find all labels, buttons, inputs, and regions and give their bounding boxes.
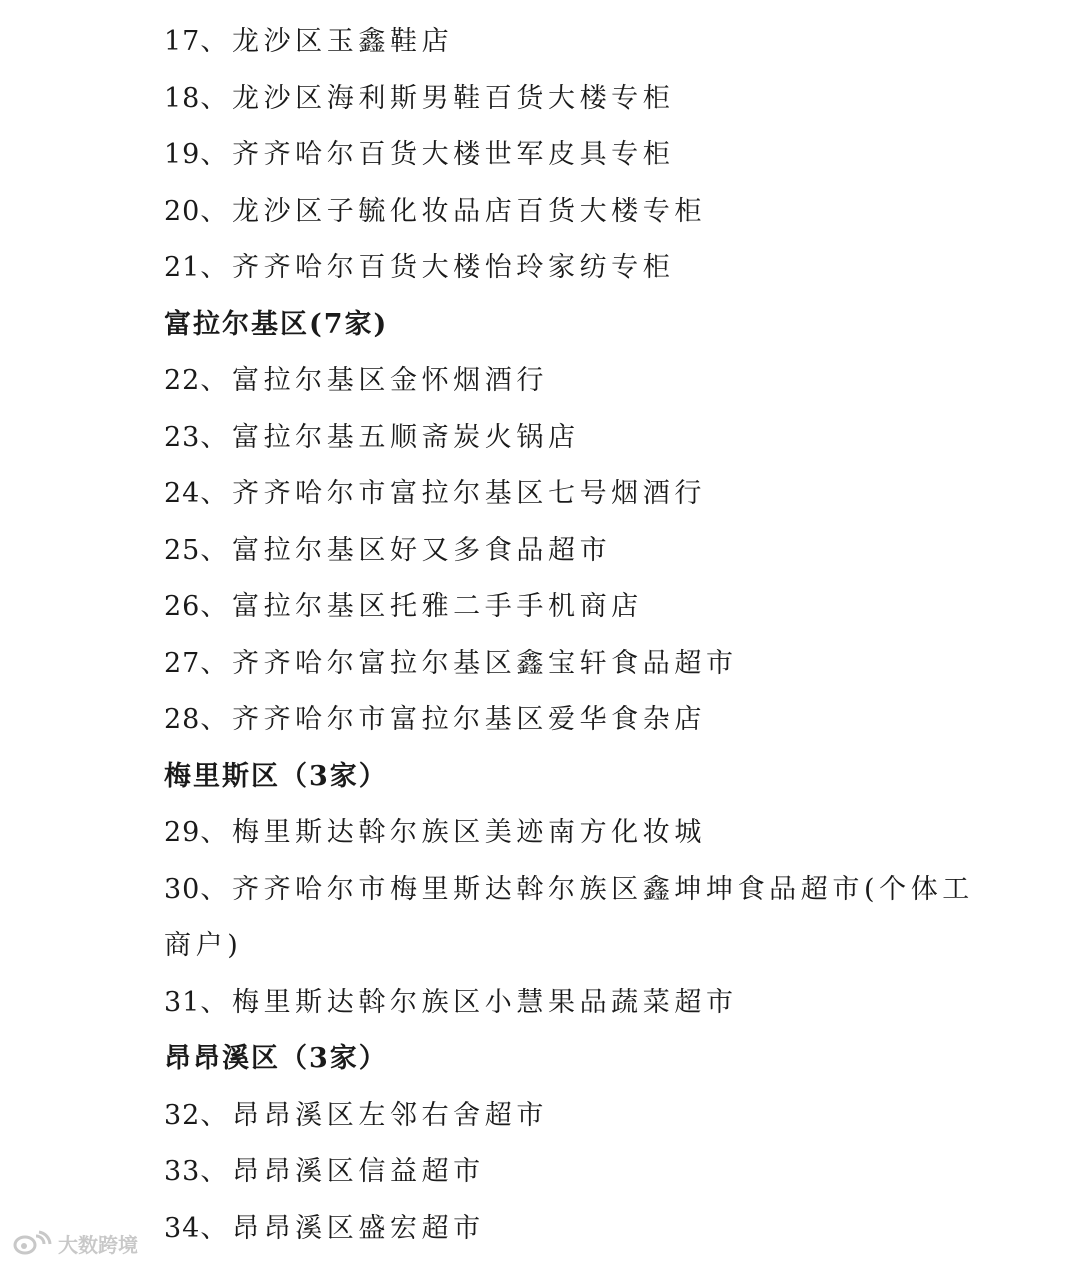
- list-item: [164, 805, 1044, 862]
- list-item: [164, 523, 1044, 580]
- list-item-text: 昂昂溪区左邻右舍超市: [231, 1099, 548, 1131]
- list-item-number: 28: [164, 704, 201, 735]
- list-item-separator: 、: [200, 82, 232, 114]
- list-item-text: 昂昂溪区盛宏超市: [231, 1212, 485, 1244]
- list-item-text: 富拉尔基区好又多食品超市: [231, 534, 612, 566]
- list-item-text: 富拉尔基区托雅二手手机商店: [231, 591, 643, 622]
- list-item-separator: 、: [200, 873, 232, 905]
- list-item-separator: 、: [200, 1212, 232, 1244]
- list-item-separator: 、: [200, 139, 232, 170]
- list-item-number: 34: [164, 1212, 201, 1244]
- list-item-separator: 、: [200, 421, 232, 453]
- list-item-number: 25: [164, 534, 201, 566]
- list-item-text: 齐齐哈尔富拉尔基区鑫宝轩食品超市: [231, 647, 738, 679]
- list-item-number: 27: [164, 647, 201, 679]
- watermark-text: 大数跨境: [58, 1232, 138, 1257]
- list-item-number: 24: [164, 478, 201, 509]
- list-item: [164, 353, 1044, 410]
- list-item-number: 18: [164, 82, 201, 114]
- list-item-separator: 、: [200, 647, 232, 679]
- list-item-text: 齐齐哈尔百货大楼怡玲家纺专柜: [231, 252, 675, 283]
- list-item-separator: 、: [200, 195, 232, 227]
- list-item-number: 21: [164, 252, 201, 283]
- section-heading-text: 昂昂溪区（3家）: [164, 1043, 388, 1074]
- list-item-separator: 、: [200, 252, 232, 283]
- list-item: [164, 636, 1044, 693]
- section-heading: [164, 297, 1044, 354]
- list-item-separator: 、: [200, 704, 232, 735]
- list-item-text: 商户): [164, 930, 243, 961]
- list-item-number: 23: [164, 421, 201, 453]
- list-item: [164, 975, 1044, 1032]
- list-item-continuation: [164, 918, 1044, 975]
- list-item-text: 齐齐哈尔市梅里斯达斡尔族区鑫坤坤食品超市(个体工: [231, 873, 974, 905]
- list-item-separator: 、: [200, 591, 232, 622]
- list-item-number: 20: [164, 195, 201, 227]
- list-item: [164, 862, 1044, 919]
- list-item-number: 31: [164, 986, 201, 1018]
- list-item: [164, 466, 1044, 523]
- document-body: [164, 14, 1044, 1257]
- list-item-separator: 、: [200, 365, 232, 396]
- list-item: [164, 1088, 1044, 1145]
- section-heading-text: 梅里斯区（3家）: [164, 760, 388, 792]
- list-item-separator: 、: [200, 817, 232, 848]
- list-item-text: 富拉尔基五顺斋炭火锅店: [231, 421, 580, 453]
- list-item: [164, 1201, 1044, 1258]
- list-item-number: 26: [164, 591, 201, 622]
- list-item-text: 龙沙区子毓化妆品店百货大楼专柜: [231, 195, 706, 227]
- list-item-text: 富拉尔基区金怀烟酒行: [231, 365, 548, 396]
- list-item-separator: 、: [200, 1099, 232, 1131]
- list-item-text: 齐齐哈尔百货大楼世军皮具专柜: [231, 139, 675, 170]
- list-item-separator: 、: [200, 478, 232, 509]
- list-item-separator: 、: [200, 1156, 232, 1187]
- list-item-text: 齐齐哈尔市富拉尔基区七号烟酒行: [231, 478, 706, 509]
- list-item: [164, 240, 1044, 297]
- list-item-text: 梅里斯达斡尔族区小慧果品蔬菜超市: [231, 986, 738, 1018]
- list-item-text: 龙沙区海利斯男鞋百货大楼专柜: [231, 82, 675, 114]
- list-item-number: 30: [164, 873, 201, 905]
- list-item: [164, 692, 1044, 749]
- list-item-number: 33: [164, 1156, 201, 1187]
- list-item-number: 32: [164, 1099, 201, 1131]
- list-item: [164, 1144, 1044, 1201]
- list-item-number: 17: [164, 26, 201, 57]
- watermark: [12, 1228, 138, 1258]
- list-item-text: 龙沙区玉鑫鞋店: [231, 26, 454, 57]
- section-heading-text: 富拉尔基区(7家): [164, 308, 389, 340]
- list-item-number: 22: [164, 365, 201, 396]
- list-item: [164, 579, 1044, 636]
- list-item-number: 29: [164, 817, 201, 848]
- list-item: [164, 410, 1044, 467]
- list-item-separator: 、: [200, 986, 232, 1018]
- list-item: [164, 14, 1044, 71]
- list-item: [164, 127, 1044, 184]
- list-item-separator: 、: [200, 534, 232, 566]
- section-heading: [164, 1031, 1044, 1088]
- section-heading: [164, 749, 1044, 806]
- list-item-text: 昂昂溪区信益超市: [231, 1156, 485, 1187]
- list-item: [164, 71, 1044, 128]
- weibo-logo-icon: [12, 1230, 52, 1256]
- list-item-separator: 、: [200, 26, 232, 57]
- list-item-text: 梅里斯达斡尔族区美迹南方化妆城: [231, 817, 706, 848]
- list-item-number: 19: [164, 139, 201, 170]
- list-item: [164, 184, 1044, 241]
- list-item-text: 齐齐哈尔市富拉尔基区爱华食杂店: [231, 704, 706, 735]
